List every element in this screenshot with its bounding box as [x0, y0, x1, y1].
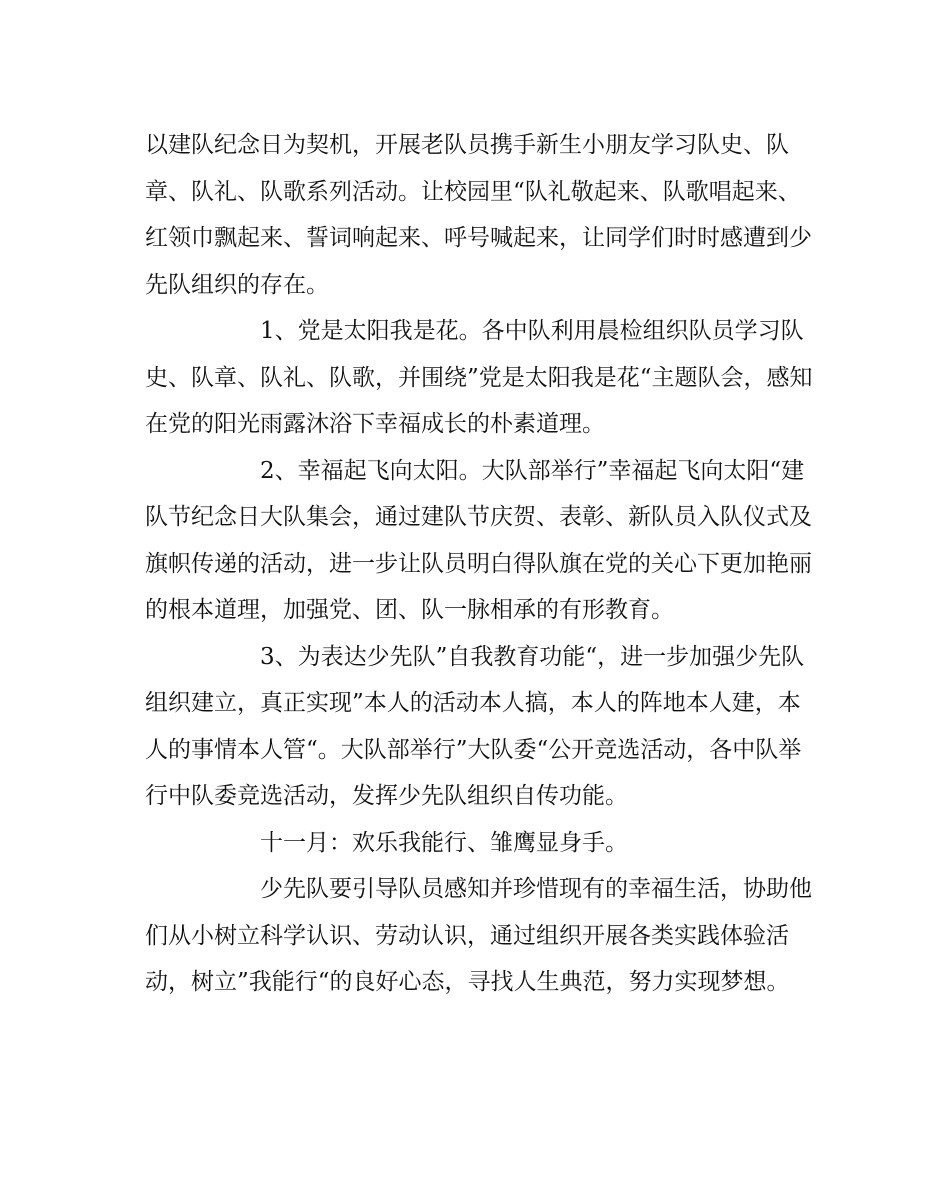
paragraph-item-1: 1、党是太阳我是花。各中队利用晨检组织队员学习队史、队章、队礼、队歌，并围绕”党是太阳我是花“主题队会，感知在党的阳光雨露沐浴下幸福成长的朴素道理。 — [145, 318, 813, 437]
section-heading-november: 十一月：欢乐我能行、雏鹰显身手。 — [260, 829, 628, 856]
paragraph-intro: 以建队纪念日为契机，开展老队员携手新生小朋友学习队史、队章、队礼、队歌系列活动。让校园里“队礼敬起来、队歌唱起来、红领巾飘起来、誓词响起来、呼号喊起来，让同学们时时感遭到少先队组织的存在。 — [145, 132, 812, 298]
paragraph-item-3: 3、为表达少先队”自我教育功能“，进一步加强少先队组织建立，真正实现”本人的活动本人搞，本人的阵地本人建，本人的事情本人管“。大队部举行”大队委“公开竞选活动，各中队举行中队委竞选活动，发挥少先队组织自传功能。 — [145, 643, 805, 809]
paragraph-item-2: 2、幸福起飞向太阳。大队部举行”幸福起飞向太阳“建队节纪念日大队集会，通过建队节庆贺、表彰、新队员入队仪式及旗帜传递的活动，进一步让队员明白得队旗在党的关心下更加艳丽的根本道理，加强党、团、队一脉相承的有形教育。 — [145, 457, 812, 623]
document-body — [145, 122, 815, 1006]
paragraph-november-body: 少先队要引导队员感知并珍惜现有的幸福生活，协助他们从小树立科学认识、劳动认识，通过组织开展各类实践体验活动，树立”我能行“的良好心态，寻找人生典范，努力实现梦想。 — [145, 876, 812, 995]
